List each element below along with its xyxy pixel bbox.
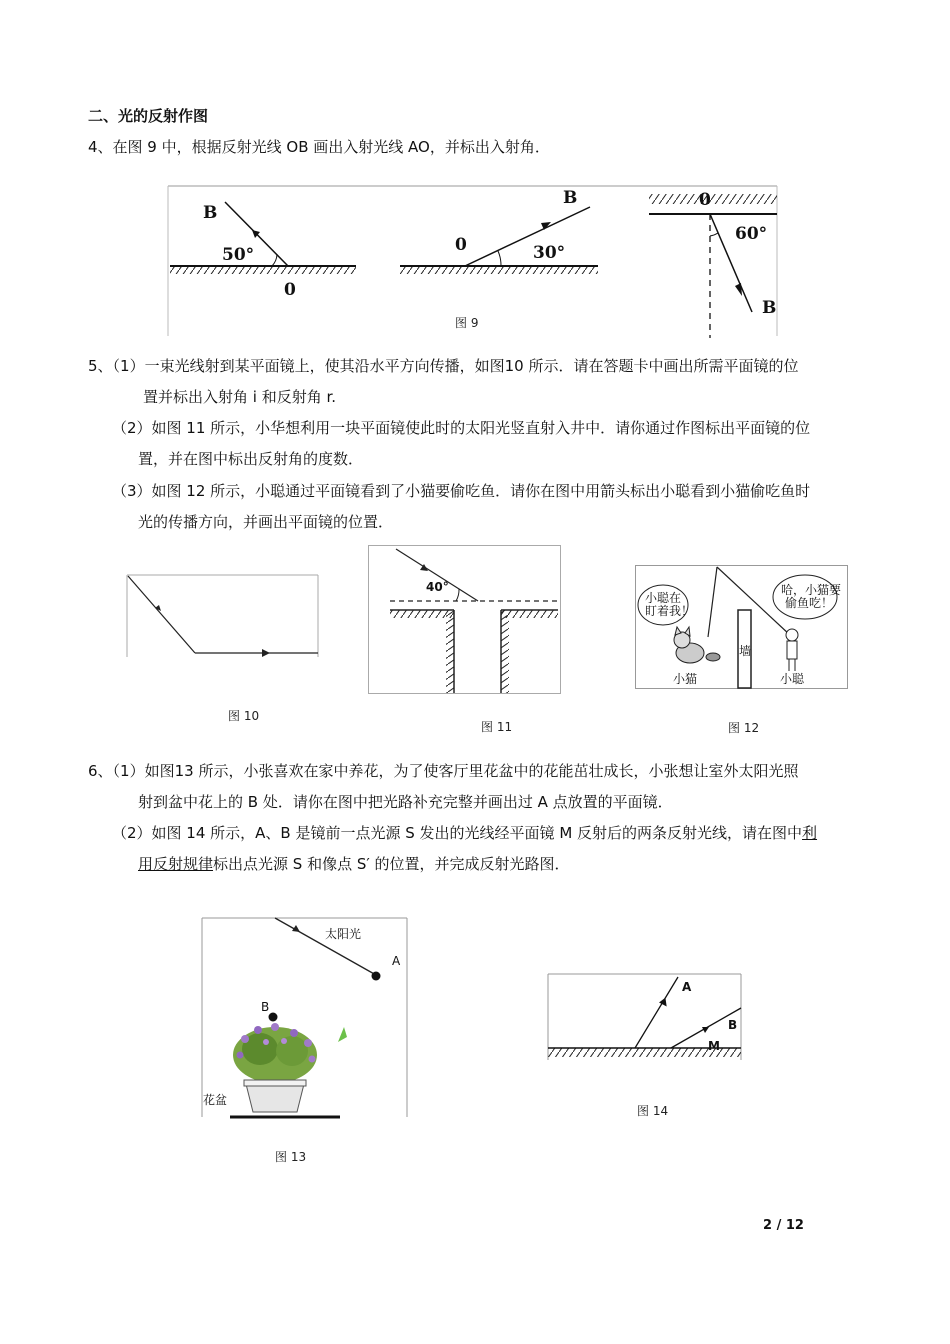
fig13-label-b: B xyxy=(261,1000,270,1014)
question-5-part1-line2: 置并标出入射角 i 和反射角 r. xyxy=(143,388,337,406)
fig12-bubble-right-1: 哈，小猫要 xyxy=(781,583,842,597)
boy-figure xyxy=(786,629,798,671)
figure-14-caption: 图 14 xyxy=(637,1104,669,1118)
fig9c-label-b: B xyxy=(762,298,777,318)
figure-9a xyxy=(170,202,356,300)
question-5-part2-line2: 置，并在图中标出反射角的度数． xyxy=(138,450,364,468)
fig9a-label-o: 0 xyxy=(284,280,296,300)
underlined-text-2: 用反射规律 xyxy=(138,855,214,873)
question-6-part1-line2: 射到盆中花上的 B 处．请你在图中把光路补充完整并画出过 A 点放置的平面镜． xyxy=(138,793,673,811)
figure-13 xyxy=(200,917,410,1122)
flower-pot-illustration xyxy=(233,1023,347,1112)
fig12-cat-label: 小猫 xyxy=(673,672,698,686)
figure-12 xyxy=(635,565,850,690)
figure-10 xyxy=(125,573,320,663)
question-6-part2-line2: 用反射规律标出点光源 S 和像点 S′ 的位置，并完成反射光路图． xyxy=(138,855,570,873)
section-title: 二、光的反射作图 xyxy=(88,107,209,125)
figure-11 xyxy=(368,545,563,695)
fig13-sun-label: 太阳光 xyxy=(325,927,362,941)
figure-12-caption: 图 12 xyxy=(728,721,760,735)
question-6-part1-line1: 6、（1）如图13 所示，小张喜欢在家中养花，为了使客厅里花盆中的花能茁壮成长，小张想让室外太阳光照 xyxy=(88,762,799,780)
fig9c-label-o: 0 xyxy=(699,190,711,210)
figure-9c xyxy=(649,190,777,338)
figure-14 xyxy=(545,972,745,1064)
fig9a-label-b: B xyxy=(203,203,218,223)
fig13-label-a: A xyxy=(392,954,401,968)
question-5-part2-line1: （2）如图 11 所示，小华想利用一块平面镜使此时的太阳光竖直射入井中．请你通过作图标出平面镜的位 xyxy=(112,419,811,437)
fig12-bubble-right-2: 偷鱼吃！ xyxy=(785,596,834,610)
fig12-boy-label: 小聪 xyxy=(780,672,805,686)
fig14-label-m: M xyxy=(708,1039,720,1053)
fig9b-angle: 30° xyxy=(533,243,566,263)
fig9a-angle: 50° xyxy=(222,245,255,265)
figure-13-caption: 图 13 xyxy=(275,1150,307,1164)
fig13-pot-label: 花盆 xyxy=(203,1093,228,1107)
figure-10-caption: 图 10 xyxy=(228,709,260,723)
fig9b-label-b: B xyxy=(563,188,578,208)
page-number: 2 / 12 xyxy=(763,1218,804,1233)
fig9b-label-o: 0 xyxy=(455,235,467,255)
figure-11-caption: 图 11 xyxy=(481,720,513,734)
question-6-part2-line1: （2）如图 14 所示，A、B 是镜前一点光源 S 发出的光线经平面镜 M 反射后的两条反射光线，请在图中利 xyxy=(112,824,818,842)
figure-9-caption: 图 9 xyxy=(455,316,479,330)
question-5-part3-line2: 光的传播方向，并画出平面镜的位置． xyxy=(138,513,394,531)
question-4-text: 4、在图 9 中，根据反射光线 OB 画出入射光线 AO，并标出入射角． xyxy=(88,138,550,156)
cat-figure xyxy=(674,627,720,663)
fig14-label-a: A xyxy=(682,980,692,994)
question-5-part3-line1: （3）如图 12 所示，小聪通过平面镜看到了小猫要偷吃鱼．请你在图中用箭头标出小聪看到小猫偷吃鱼时 xyxy=(112,482,811,500)
fig9c-angle: 60° xyxy=(735,224,768,244)
fig11-angle: 40° xyxy=(426,580,449,594)
fig12-bubble-left-1: 小聪在 xyxy=(645,591,682,605)
underlined-text-1: 利 xyxy=(802,824,818,842)
figure-9b xyxy=(400,188,598,274)
fig14-label-b: B xyxy=(728,1018,738,1032)
fig12-bubble-left-2: 盯着我！ xyxy=(645,604,694,618)
question-5-part1-line1: 5、（1）一束光线射到某平面镜上，使其沿水平方向传播，如图10 所示．请在答题卡中画出所需平面镜的位 xyxy=(88,357,799,375)
fig12-wall: 墙 xyxy=(739,644,752,658)
